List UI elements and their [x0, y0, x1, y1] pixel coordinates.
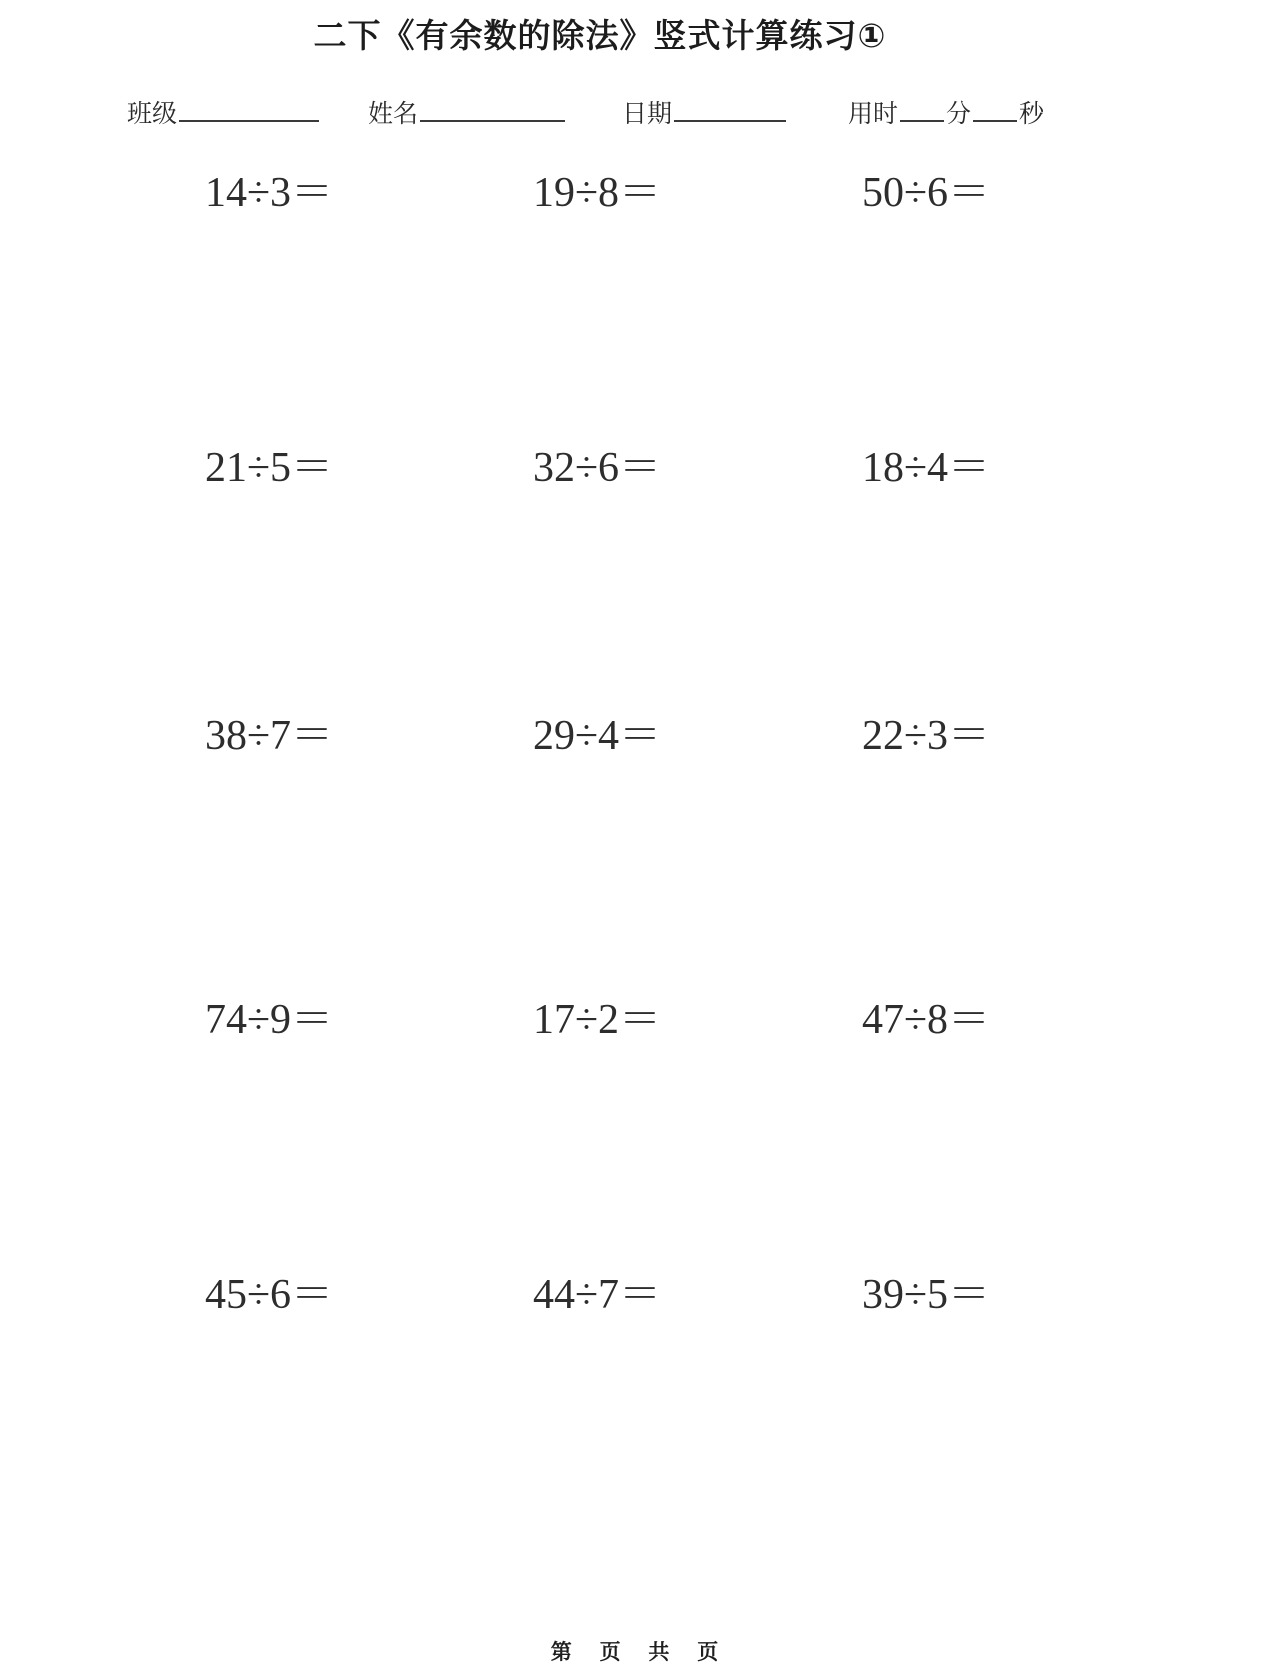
minutes-blank-line	[900, 96, 944, 122]
problem-cell: 29÷4＝	[533, 713, 662, 759]
page-footer: 第 页 共 页	[550, 1641, 728, 1664]
problem-cell: 21÷5＝	[205, 445, 334, 491]
seconds-blank-line	[973, 96, 1017, 122]
problem-cell: 45÷6＝	[205, 1272, 334, 1318]
problem-cell: 19÷8＝	[533, 170, 662, 216]
problem-cell: 50÷6＝	[862, 170, 991, 216]
problem-cell: 17÷2＝	[533, 997, 662, 1043]
name-field	[368, 94, 567, 130]
minutes-label: 分	[946, 101, 972, 128]
name-blank-line	[420, 96, 565, 122]
class-label: 班级	[127, 101, 178, 128]
time-label: 用时	[848, 101, 899, 128]
problem-cell: 47÷8＝	[862, 997, 991, 1043]
problem-cell: 74÷9＝	[205, 997, 334, 1043]
problem-cell: 18÷4＝	[862, 445, 991, 491]
worksheet-title: 二下《有余数的除法》竖式计算练习①	[313, 17, 887, 54]
student-info-row	[0, 94, 1278, 134]
problem-cell: 14÷3＝	[205, 170, 334, 216]
date-label: 日期	[622, 101, 673, 128]
name-label: 姓名	[368, 101, 419, 128]
date-blank-line	[674, 96, 786, 122]
problem-cell: 44÷7＝	[533, 1272, 662, 1318]
problem-cell: 38÷7＝	[205, 713, 334, 759]
seconds-label: 秒	[1019, 101, 1045, 128]
problem-cell: 32÷6＝	[533, 445, 662, 491]
time-field	[848, 94, 1044, 130]
date-field	[622, 94, 788, 130]
problem-cell: 39÷5＝	[862, 1272, 991, 1318]
problem-cell: 22÷3＝	[862, 713, 991, 759]
class-blank-line	[179, 96, 319, 122]
class-field	[127, 94, 321, 130]
